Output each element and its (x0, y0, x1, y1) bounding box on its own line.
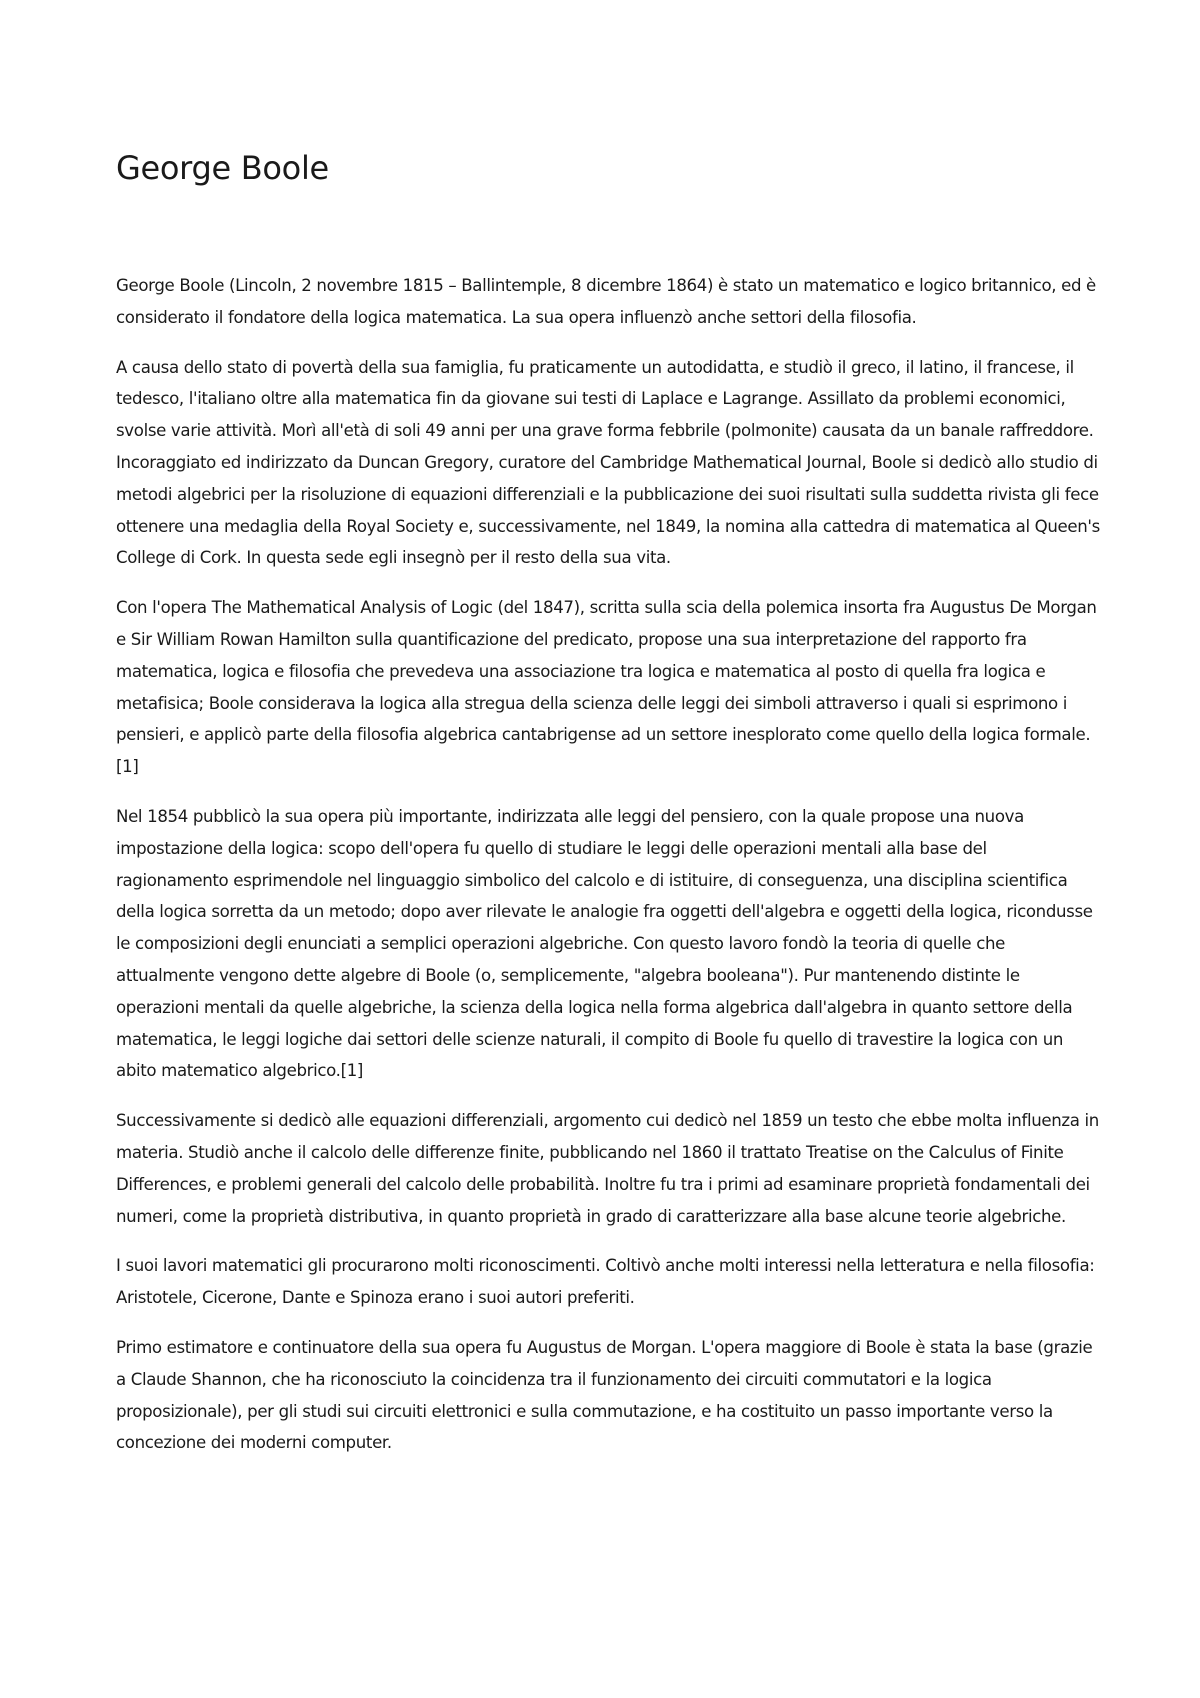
paragraph-mathematical-analysis: Con l'opera The Mathematical Analysis of Logic (del 1847), scritta sulla scia della polemica insorta fra Augustus De Morgan e Sir William Rowan Hamilton sulla quantificazione del predicato, propose una sua interpretazione del rapporto fra matematica, logica e filosofia che prevedeva una associazione tra logica e matematica al posto di quella fra logica e metafisica; Boole considerava la logica alla stregua della scienza delle leggi dei simboli attraverso i quali si esprimono i pensieri, e applicò parte della filosofia algebrica cantabrigense ad un settore inesplorato come quello della logica formale.[1] (116, 598, 1097, 777)
paragraph-laws-of-thought: Nel 1854 pubblicò la sua opera più importante, indirizzata alle leggi del pensiero, con la quale propose una nuova impostazione della logica: scopo dell'opera fu quello di studiare le leggi delle operazioni mentali alla base del ragionamento esprimendole nel linguaggio simbolico del calcolo e di istituire, di conseguenza, una disciplina scientifica della logica sorretta da un metodo; dopo aver rilevate le analogie fra oggetti dell'algebra e oggetti della logica, ricondusse le composizioni degli enunciati a semplici operazioni algebriche. Con questo lavoro fondò la teoria di quelle che attualmente vengono dette algebre di Boole (o, semplicemente, "algebra booleana"). Pur mantenendo distinte le operazioni mentali da quelle algebriche, la scienza della logica nella forma algebrica dall'algebra in quanto settore della matematica, le leggi logiche dai settori delle scienze naturali, il compito di Boole fu quello di travestire la logica con un abito matematico algebrico.[1] (116, 806, 1093, 1081)
page-title: George Boole (116, 149, 329, 187)
paragraph-later-work: Successivamente si dedicò alle equazioni differenziali, argomento cui dedicò nel 1859 un testo che ebbe molta influenza in materia. Studiò anche il calcolo delle differenze finite, pubblicando nel 1860 il trattato Treatise on the Calculus of Finite Differences, e problemi generali del calcolo delle probabilità. Inoltre fu tra i primi ad esaminare proprietà fondamentali dei numeri, come la proprietà distributiva, in quanto proprietà in grado di caratterizzare alla base alcune teorie algebriche. (116, 1111, 1099, 1226)
document-body (116, 270, 1101, 1477)
paragraph-recognition: I suoi lavori matematici gli procurarono molti riconoscimenti. Coltivò anche molti interessi nella letteratura e nella filosofia: Aristotele, Cicerone, Dante e Spinoza erano i suoi autori preferiti. (116, 1256, 1095, 1308)
paragraph-intro: George Boole (Lincoln, 2 novembre 1815 – Ballintemple, 8 dicembre 1864) è stato un matematico e logico britannico, ed è considerato il fondatore della logica matematica. La sua opera influenzò anche settori della filosofia. (116, 276, 1096, 327)
paragraph-early-life: A causa dello stato di povertà della sua famiglia, fu praticamente un autodidatta, e studiò il greco, il latino, il francese, il tedesco, l'italiano oltre alla matematica fin da giovane sui testi di Laplace e Lagrange. Assillato da problemi economici, svolse varie attività. Morì all'età di soli 49 anni per una grave forma febbrile (polmonite) causata da un banale raffreddore. Incoraggiato ed indirizzato da Duncan Gregory, curatore del Cambridge Mathematical Journal, Boole si dedicò allo studio di metodi algebrici per la risoluzione di equazioni differenziali e la pubblicazione dei suoi risultati sulla suddetta rivista gli fece ottenere una medaglia della Royal Society e, successivamente, nel 1849, la nomina alla cattedra di matematica al Queen's College di Cork. In questa sede egli insegnò per il resto della sua vita. (116, 357, 1100, 568)
paragraph-legacy: Primo estimatore e continuatore della sua opera fu Augustus de Morgan. L'opera maggiore di Boole è stata la base (grazie a Claude Shannon, che ha riconosciuto la coincidenza tra il funzionamento dei circuiti commutatori e la logica proposizionale), per gli studi sui circuiti elettronici e sulla commutazione, e ha costituito un passo importante verso la concezione dei moderni computer. (116, 1337, 1093, 1453)
